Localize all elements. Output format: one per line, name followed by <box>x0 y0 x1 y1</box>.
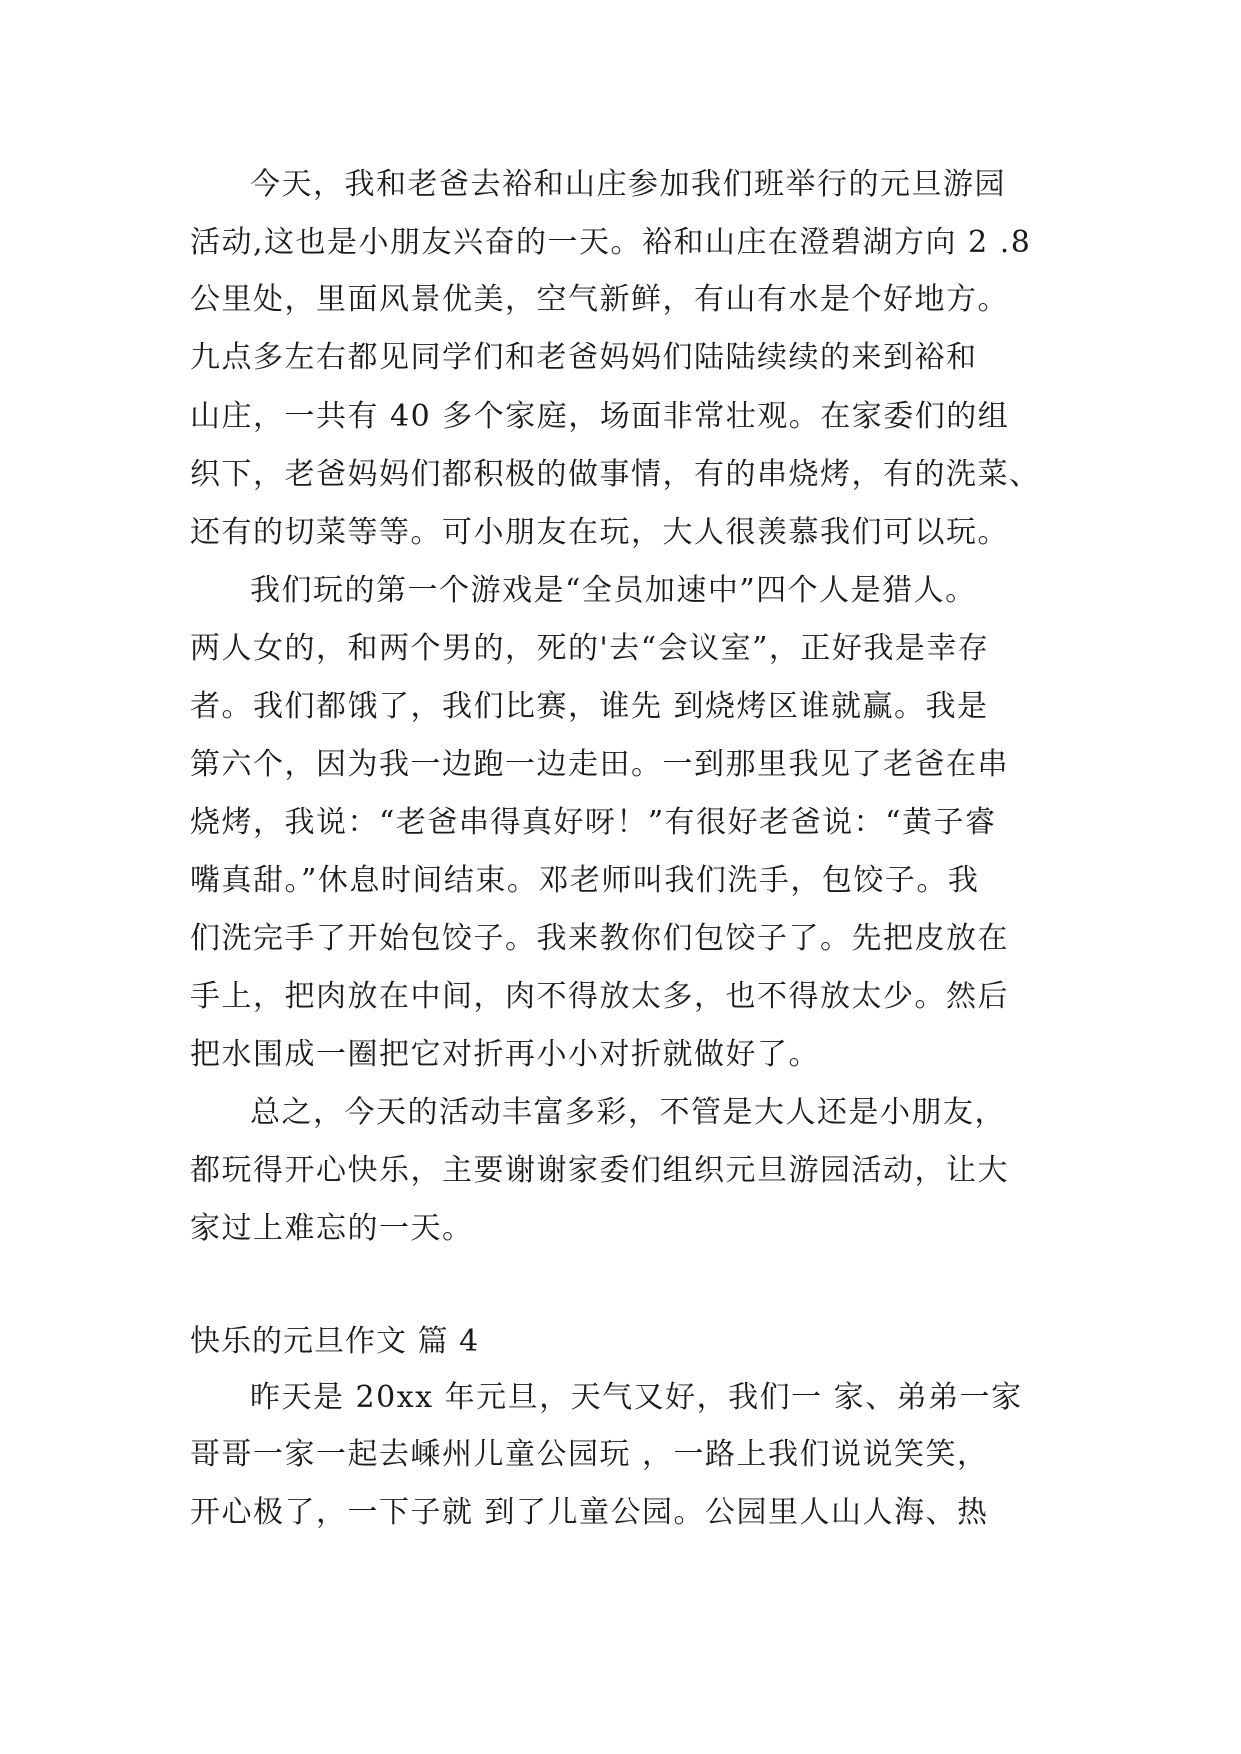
paragraph-3-line-1: 总之，今天的活动丰富多彩，不管是大人还是小朋友， <box>250 1095 1006 1130</box>
paragraph-2-line-7: 们洗完手了开始包饺子。我来教你们包饺子了。先把皮放在 <box>190 921 1009 956</box>
paragraph-1-line-5: 山庄，一共有 40 多个家庭，场面非常壮观。在家委们的组 <box>190 399 1010 434</box>
paragraph-3-line-3: 家过上难忘的一天。 <box>190 1211 474 1246</box>
paragraph-2-line-4: 第六个，因为我一边跑一边走田。一到那里我见了老爸在串 <box>190 747 1009 782</box>
paragraph-2-line-9: 把水围成一圈把它对折再小小对折就做好了。 <box>190 1037 820 1072</box>
paragraph-4-line-1: 昨天是 20xx 年元旦，天气又好，我们一 家、弟弟一家 <box>250 1380 1023 1415</box>
paragraph-2-line-3: 者。我们都饿了，我们比赛，谁先 到烧烤区谁就赢。我是 <box>190 689 989 724</box>
paragraph-2-line-8: 手上，把肉放在中间，肉不得放太多，也不得放太少。然后 <box>190 979 1009 1014</box>
paragraph-1-line-3: 公里处，里面风景优美，空气新鲜，有山有水是个好地方。 <box>190 282 1009 317</box>
paragraph-2-line-5: 烧烤，我说：“老爸串得真好呀！”有很好老爸说：“黄子睿 <box>190 805 997 840</box>
paragraph-1-line-2: 活动,这也是小朋友兴奋的一天。裕和山庄在澄碧湖方向 2 .8 <box>190 225 1032 260</box>
paragraph-1-line-4: 九点多左右都见同学们和老爸妈妈们陆陆续续的来到裕和 <box>190 340 978 375</box>
paragraph-4-line-2: 哥哥一家一起去嵊州儿童公园玩 ，一路上我们说说笑笑， <box>190 1437 989 1472</box>
paragraph-3-line-2: 都玩得开心快乐，主要谢谢家委们组织元旦游园活动，让大 <box>190 1153 1009 1188</box>
paragraph-4-line-3: 开心极了，一下子就 到了儿童公园。公园里人山人海、热 <box>190 1495 989 1530</box>
section-heading: 快乐的元旦作文 篇 4 <box>190 1324 480 1359</box>
paragraph-1-line-7: 还有的切菜等等。可小朋友在玩，大人很羡慕我们可以玩。 <box>190 515 1009 550</box>
paragraph-2-line-2: 两人女的，和两个男的，死的'去“会议室”，正好我是幸存 <box>190 631 990 666</box>
paragraph-2-line-1: 我们玩的第一个游戏是“全员加速中”四个人是猎人。 <box>250 573 977 608</box>
paragraph-2-line-6: 嘴真甜。”休息时间结束。邓老师叫我们洗手，包饺子。我 <box>190 863 980 898</box>
paragraph-1-line-1: 今天，我和老爸去裕和山庄参加我们班举行的元旦游园 <box>250 167 1006 202</box>
paragraph-1-line-6: 织下，老爸妈妈们都积极的做事情，有的串烧烤，有的洗菜、 <box>190 457 1041 492</box>
